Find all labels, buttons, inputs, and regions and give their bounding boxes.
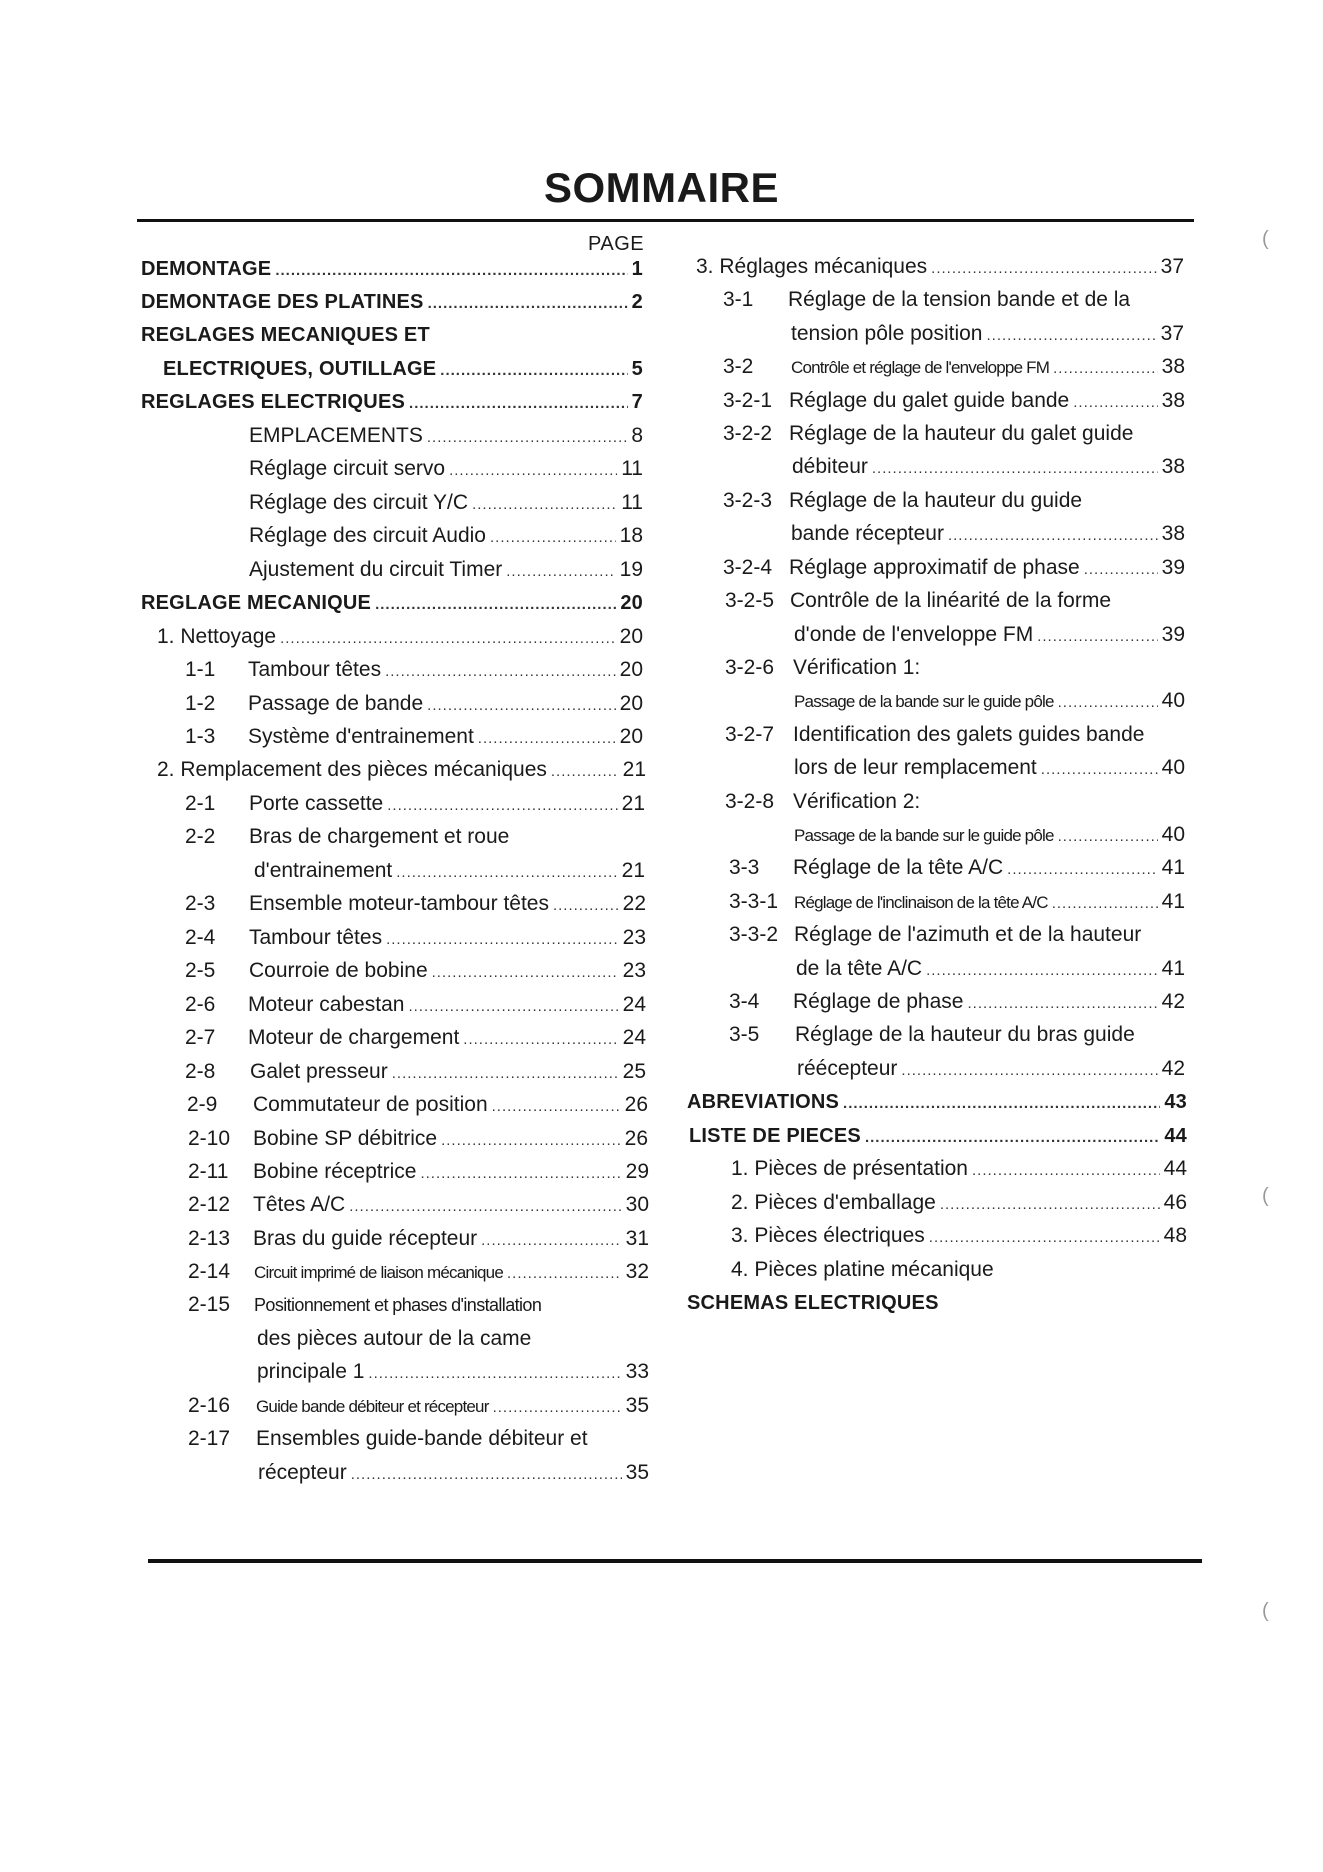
page-title: SOMMAIRE — [544, 164, 779, 211]
toc-entry-3-2-3-cont[interactable]: bande récepteur ..... 38 — [660, 519, 1200, 549]
toc-entry-remplacement[interactable]: 2. Remplacement des pièces mécaniques ..... 21 — [0, 755, 650, 785]
toc-entry-2-7[interactable]: 2-7 Moteur de chargement ..... 24 — [0, 1023, 650, 1053]
toc-entry-2-11[interactable]: 2-11 Bobine réceptrice ..... 29 — [0, 1157, 650, 1187]
scan-mark: ( — [1262, 228, 1269, 250]
toc-entry-2-5[interactable]: 2-5 Courroie de bobine ..... 23 — [0, 956, 650, 986]
toc-entry-emplacements[interactable]: EMPLACEMENTS ..... 8 — [0, 421, 650, 451]
toc-entry-3-2-1[interactable]: 3-2-1 Réglage du galet guide bande ..... 38 — [660, 386, 1200, 416]
toc-entry-3-3[interactable]: 3-3 Réglage de la tête A/C ..... 41 — [660, 853, 1200, 883]
toc-entry-2-4[interactable]: 2-4 Tambour têtes ..... 23 — [0, 923, 650, 953]
toc-entry-reglages-electriques[interactable]: REGLAGES ELECTRIQUES ..... 7 — [0, 387, 650, 417]
toc-entry-reglages-meca-elec-cont[interactable]: ELECTRIQUES, OUTILLAGE ..... 5 — [0, 354, 650, 384]
toc-entry-2-8[interactable]: 2-8 Galet presseur ..... 25 — [0, 1057, 650, 1087]
toc-entry-2-9[interactable]: 2-9 Commutateur de position ..... 26 — [0, 1090, 650, 1120]
toc-entry-3-1-cont[interactable]: tension pôle position ..... 37 — [660, 319, 1200, 349]
toc-entry-2-14[interactable]: 2-14 Circuit imprimé de liaison mécanique ..... 32 — [0, 1257, 650, 1287]
toc-entry-pieces-platine[interactable]: 4. Pièces platine mécanique — [731, 1258, 994, 1281]
toc-entry-3-2-7[interactable]: 3-2-7 Identification des galets guides bande — [725, 723, 1145, 746]
bottom-divider — [148, 1559, 1202, 1563]
toc-entry-2-15-cont[interactable]: des pièces autour de la came — [257, 1327, 532, 1350]
toc-entry-2-6[interactable]: 2-6 Moteur cabestan ..... 24 — [0, 990, 650, 1020]
toc-entry-1-1[interactable]: 1-1 Tambour têtes ..... 20 — [0, 655, 650, 685]
toc-entry-2-1[interactable]: 2-1 Porte cassette ..... 21 — [0, 789, 650, 819]
toc-entry-reglage-servo[interactable]: Réglage circuit servo ..... 11 — [0, 454, 650, 484]
toc-entry-reglage-mecanique[interactable]: REGLAGE MECANIQUE ..... 20 — [0, 588, 650, 618]
toc-entry-2-3[interactable]: 2-3 Ensemble moteur-tambour têtes ..... 22 — [0, 889, 650, 919]
toc-entry-3-5-cont[interactable]: réécepteur ..... 42 — [660, 1054, 1200, 1084]
toc-entry-3-2-6[interactable]: 3-2-6 Vérification 1: — [725, 656, 921, 679]
toc-entry-3-2[interactable]: 3-2 Contrôle et réglage de l'enveloppe FM ..... 38 — [660, 352, 1200, 382]
toc-entry-pieces-emballage[interactable]: 2. Pièces d'emballage ..... 46 — [660, 1188, 1200, 1218]
toc-entry-3-2-5[interactable]: 3-2-5 Contrôle de la linéarité de la forme — [725, 589, 1112, 612]
toc-entry-ajustement-timer[interactable]: Ajustement du circuit Timer ..... 19 — [0, 555, 650, 585]
toc-entry-3-2-6-cont[interactable]: Passage de la bande sur le guide pôle ..... 40 — [660, 686, 1200, 716]
toc-entry-3-2-3[interactable]: 3-2-3 Réglage de la hauteur du guide — [723, 489, 1083, 512]
toc-entry-reglages-meca-elec[interactable]: REGLAGES MECANIQUES ET — [141, 324, 430, 346]
toc-entry-2-2-cont[interactable]: d'entrainement ..... 21 — [0, 856, 650, 886]
scan-mark: ( — [1262, 1185, 1269, 1207]
toc-entry-2-15[interactable]: 2-15 Positionnement et phases d'installation — [188, 1293, 542, 1316]
toc-entry-2-2[interactable]: 2-2 Bras de chargement et roue — [185, 825, 510, 848]
toc-entry-3-4[interactable]: 3-4 Réglage de phase ..... 42 — [660, 987, 1200, 1017]
toc-entry-liste-pieces[interactable]: LISTE DE PIECES ..... 44 — [660, 1121, 1200, 1151]
toc-entry-reglage-audio[interactable]: Réglage des circuit Audio ..... 18 — [0, 521, 650, 551]
toc-entry-3-2-8-cont[interactable]: Passage de la bande sur le guide pôle ..... 40 — [660, 820, 1200, 850]
toc-entry-2-16[interactable]: 2-16 Guide bande débiteur et récepteur ..... 35 — [0, 1391, 650, 1421]
toc-entry-3-3-1[interactable]: 3-3-1 Réglage de l'inclinaison de la tête A/C ..... 41 — [660, 887, 1200, 917]
toc-entry-3-1[interactable]: 3-1 Réglage de la tension bande et de la — [723, 288, 1131, 311]
toc-entry-3-3-2[interactable]: 3-3-2 Réglage de l'azimuth et de la hauteur — [729, 923, 1142, 946]
toc-entry-3-2-8[interactable]: 3-2-8 Vérification 2: — [725, 790, 921, 813]
toc-entry-2-12[interactable]: 2-12 Têtes A/C ..... 30 — [0, 1190, 650, 1220]
toc-entry-1-2[interactable]: 1-2 Passage de bande ..... 20 — [0, 689, 650, 719]
toc-entry-2-10[interactable]: 2-10 Bobine SP débitrice ..... 26 — [0, 1124, 650, 1154]
toc-entry-demontage[interactable]: DEMONTAGE ..... 1 — [0, 254, 650, 284]
toc-entry-3-5[interactable]: 3-5 Réglage de la hauteur du bras guide — [729, 1023, 1135, 1046]
toc-entry-3-2-4[interactable]: 3-2-4 Réglage approximatif de phase ..... 39 — [660, 553, 1200, 583]
toc-entry-3-2-5-cont[interactable]: d'onde de l'enveloppe FM ..... 39 — [660, 620, 1200, 650]
page-column-header: PAGE — [588, 233, 645, 255]
toc-entry-3-3-2-cont[interactable]: de la tête A/C ..... 41 — [660, 954, 1200, 984]
toc-entry-3-2-7-cont[interactable]: lors de leur remplacement ..... 40 — [660, 753, 1200, 783]
toc-entry-2-13[interactable]: 2-13 Bras du guide récepteur ..... 31 — [0, 1224, 650, 1254]
scan-mark: ( — [1262, 1600, 1269, 1622]
toc-entry-pieces-electriques[interactable]: 3. Pièces électriques ..... 48 — [660, 1221, 1200, 1251]
toc-entry-reglages-mecaniques[interactable]: 3. Réglages mécaniques ..... 37 — [660, 252, 1200, 282]
toc-entry-pieces-presentation[interactable]: 1. Pièces de présentation ..... 44 — [660, 1154, 1200, 1184]
toc-entry-3-2-2-cont[interactable]: débiteur ..... 38 — [660, 452, 1200, 482]
toc-entry-abreviations[interactable]: ABREVIATIONS ..... 43 — [660, 1087, 1200, 1117]
toc-entry-3-2-2[interactable]: 3-2-2 Réglage de la hauteur du galet guide — [723, 422, 1134, 445]
toc-entry-2-15-cont2[interactable]: principale 1 ..... 33 — [0, 1357, 650, 1387]
toc-entry-nettoyage[interactable]: 1. Nettoyage ..... 20 — [0, 622, 650, 652]
toc-entry-reglage-yc[interactable]: Réglage des circuit Y/C ..... 11 — [0, 488, 650, 518]
toc-entry-2-17[interactable]: 2-17 Ensembles guide-bande débiteur et — [188, 1427, 588, 1450]
top-divider — [137, 219, 1194, 222]
toc-entry-2-17-cont[interactable]: récepteur ..... 35 — [0, 1458, 650, 1488]
toc-entry-demontage-platines[interactable]: DEMONTAGE DES PLATINES ..... 2 — [0, 287, 650, 317]
toc-entry-schemas-electriques[interactable]: SCHEMAS ELECTRIQUES — [687, 1292, 939, 1314]
toc-entry-1-3[interactable]: 1-3 Système d'entrainement ..... 20 — [0, 722, 650, 752]
